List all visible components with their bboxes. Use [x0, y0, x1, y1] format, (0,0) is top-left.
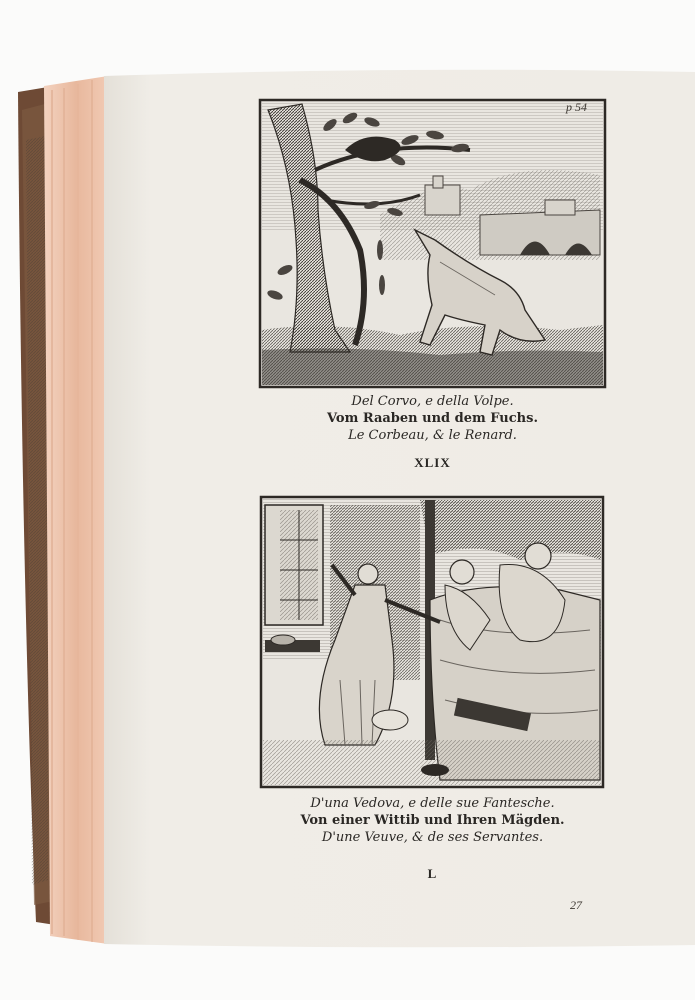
caption-german: Von einer Wittib und Ihren Mägden.: [300, 813, 565, 828]
engraving-crow-and-fox: [260, 100, 605, 387]
caption-german: Vom Raaben und dem Fuchs.: [327, 411, 538, 426]
page-mark: p 54: [566, 100, 587, 114]
engraving-widow-and-maids: [261, 497, 603, 787]
caption-french: D'une Veuve, & de ses Servantes.: [321, 830, 544, 845]
caption-italian: Del Corvo, e della Volpe.: [351, 394, 514, 409]
caption-top: [260, 393, 605, 444]
caption-italian: D'una Vedova, e delle sue Fantesche.: [310, 796, 555, 811]
page-number: 27: [570, 898, 582, 912]
plate-number-top: XLIX: [414, 455, 451, 470]
plate-number-bottom: L: [427, 866, 438, 881]
caption-french: Le Corbeau, & le Renard.: [348, 428, 517, 443]
page-edges: [44, 76, 108, 944]
caption-bottom: [260, 795, 605, 846]
